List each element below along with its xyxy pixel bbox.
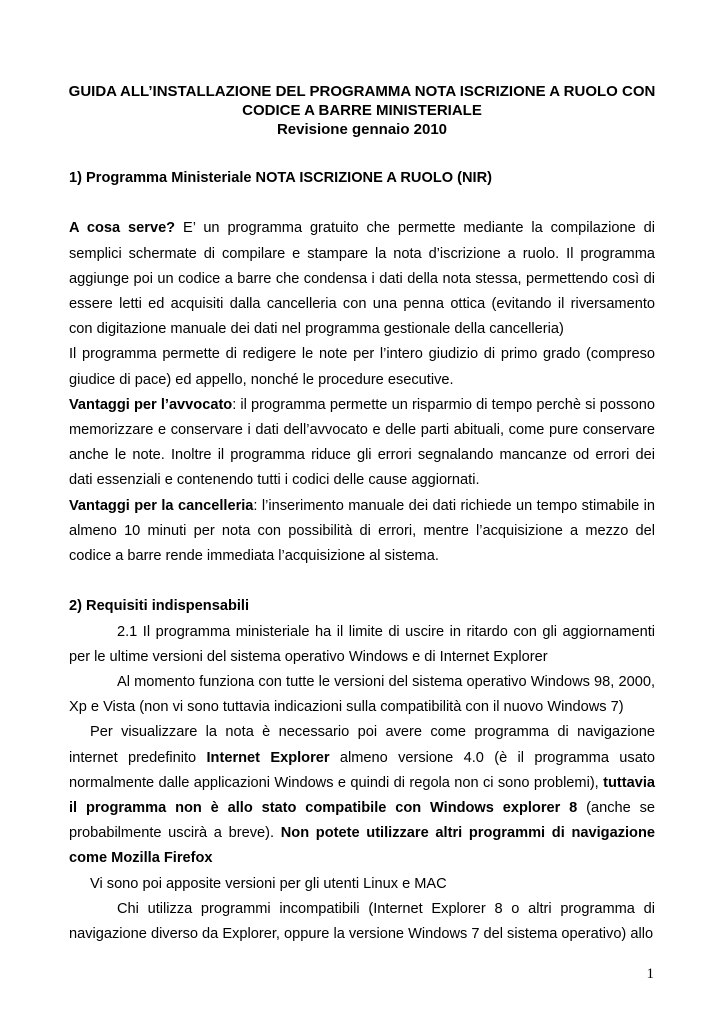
section-2-paragraph-windows: Al momento funziona con tutte le versioni del sistema operativo Windows 98, 2000, Xp e Vista (non vi sono tuttavia indicazioni sulla compatibilità con il nuovo Windows 7) bbox=[69, 674, 655, 716]
browser-compat-warning: tuttavia il programma non è allo stato compatibile con Windows explorer 8 bbox=[69, 774, 655, 817]
document-body bbox=[69, 166, 655, 947]
section-2-heading: 2) Requisiti indispensabili bbox=[69, 598, 250, 615]
section-2-paragraph-incompatible: Chi utilizza programmi incompatibili (Internet Explorer 8 o altri programma di navigazione diverso da Explorer, oppure la versione Windows 7 del sistema operativo) allo bbox=[69, 900, 655, 943]
section-1-paragraph-purpose bbox=[69, 216, 655, 342]
purpose-label: A cosa serve? bbox=[69, 220, 176, 237]
purpose-text: E’ un programma gratuito che permette mediante la compilazione di semplici schermate di compilare e stampare la nota d’iscrizione a ruolo. Il programma aggiunge poi un codice a barre che condensa i dati della nota stessa, permettendo così di essere letti ed acquisiti dalla cancelleria con una penna ottica (evitando il riversamento con digitazione manuale dei dati nel programma gestionale della cancelleria) bbox=[69, 220, 655, 338]
browser-text-c: almeno versione 4.0 (è il programma usato normalmente dalle applicazioni Windows e quindi di regola non ci sono problemi), bbox=[69, 749, 655, 791]
section-1-heading: 1) Programma Ministeriale NOTA ISCRIZIONE A RUOLO (NIR) bbox=[69, 170, 492, 186]
browser-text-d: (anche se probabilmente uscirà a breve). bbox=[69, 800, 655, 842]
browser-name: Internet Explorer bbox=[206, 749, 330, 766]
section-2-paragraph-linux-mac: Vi sono poi apposite versioni per gli utenti Linux e MAC bbox=[90, 875, 447, 892]
page-number: 1 bbox=[646, 966, 654, 982]
browser-text-a: Per visualizzare la nota è necessario poi avere come programma di navigazione internet predefinito bbox=[69, 724, 655, 766]
registry-advantages-text: : l’inserimento manuale dei dati richiede un tempo stimabile in almeno 10 minuti per nota con possibilità di errori, mentre l’acquisizione a mezzo del codice a barre rende immediata l’acquisizione al sistema. bbox=[69, 497, 655, 565]
section-2-paragraph-limits: 2.1 Il programma ministeriale ha il limite di uscire in ritardo con gli aggiornamenti per le ultime versioni del sistema operativo Windows e di Internet Explorer bbox=[69, 623, 655, 665]
registry-advantages-label: Vantaggi per la cancelleria bbox=[69, 497, 254, 514]
section-1-paragraph-registry bbox=[69, 494, 655, 570]
title-line-3: Revisione gennaio 2010 bbox=[276, 121, 448, 138]
section-2-paragraph-browser bbox=[69, 720, 655, 871]
section-1-paragraph-scope: Il programma permette di redigere le note per l’intero giudizio di primo grado (compreso giudice di pace) ed appello, nonché le procedure esecutive. bbox=[69, 346, 655, 388]
lawyer-advantages-label: Vantaggi per l’avvocato bbox=[69, 396, 233, 413]
browser-firefox-warning: Non potete utilizzare altri programmi di navigazione come Mozilla Firefox bbox=[69, 825, 655, 867]
section-1-paragraph-lawyer bbox=[69, 393, 655, 494]
title-line-2: CODICE A BARRE MINISTERIALE bbox=[242, 102, 482, 119]
document-title bbox=[40, 82, 684, 139]
lawyer-advantages-text: : il programma permette un risparmio di tempo perchè si possono memorizzare e conservare i dati dell’avvocato e delle parti abituali, come pure conservare anche le note. Inoltre il programma riduce gli errori segnalando mancanze od errori dei dati essenziali e contenendo tutti i codici delle cause aggiornati. bbox=[69, 396, 655, 489]
title-line-1: GUIDA ALL’INSTALLAZIONE DEL PROGRAMMA NOTA ISCRIZIONE A RUOLO CON bbox=[68, 83, 656, 100]
